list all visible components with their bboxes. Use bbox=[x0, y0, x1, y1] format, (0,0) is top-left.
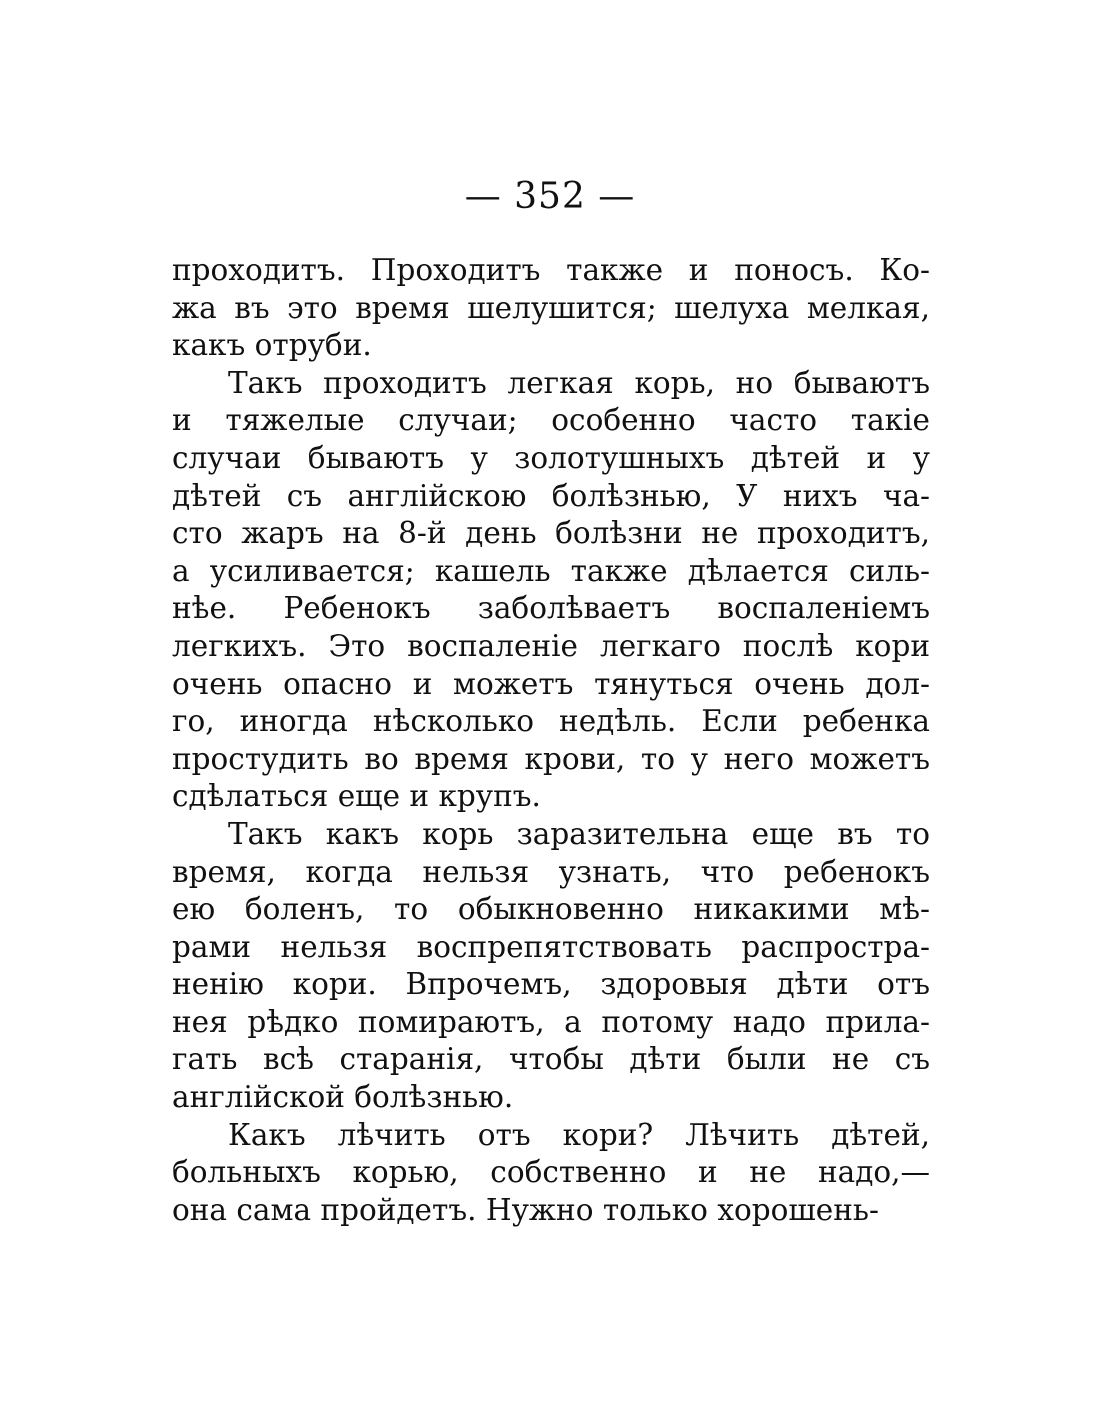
text-line: го, иногда нѣсколько недѣль. Если ребенка bbox=[172, 704, 930, 739]
text-line: сдѣлаться еще и крупъ. bbox=[172, 779, 541, 814]
text-line: она сама пройдетъ. Нужно только хорошень- bbox=[172, 1192, 879, 1227]
text-line: жа въ это время шелушится; шелуха мелкая, bbox=[172, 290, 930, 325]
text-line: англійской болѣзнью. bbox=[172, 1080, 514, 1115]
page-number: — 352 — bbox=[464, 176, 636, 217]
text-line: дѣтей съ англійскою болѣзнью, У нихъ ча- bbox=[172, 478, 930, 513]
text-line: и тяжелые случаи; особенно часто такіе bbox=[172, 403, 930, 438]
paragraph bbox=[172, 252, 930, 365]
text-line: а усиливается; кашель также дѣлается силь- bbox=[172, 553, 930, 588]
text-line: ею боленъ, то обыкновенно никакими мѣ- bbox=[172, 892, 930, 927]
text-line: гать всѣ старанія, чтобы дѣти были не съ bbox=[172, 1042, 930, 1077]
text-line: простудить во время крови, то у него можетъ bbox=[172, 741, 930, 776]
text-line: ненію кори. Впрочемъ, здоровыя дѣти отъ bbox=[172, 967, 930, 1002]
paragraph bbox=[172, 1117, 930, 1230]
paragraph bbox=[172, 816, 930, 1117]
text-line: случаи бываютъ у золотушныхъ дѣтей и у bbox=[172, 440, 930, 475]
text-line: Такъ проходитъ легкая корь, но бываютъ bbox=[228, 365, 930, 400]
text-line: больныхъ корью, собственно и не надо,— bbox=[172, 1155, 930, 1190]
text-line: Какъ лѣчить отъ кори? Лѣчить дѣтей, bbox=[228, 1117, 930, 1152]
text-line: какъ отруби. bbox=[172, 328, 372, 363]
text-line: Такъ какъ корь заразительна еще въ то bbox=[228, 816, 930, 851]
paragraph bbox=[172, 365, 930, 816]
text-line: время, когда нельзя узнать, что ребенокъ bbox=[172, 854, 930, 889]
text-line: очень опасно и можетъ тянуться очень дол- bbox=[172, 666, 930, 701]
text-line: нѣе. Ребенокъ заболѣваетъ воспаленіемъ bbox=[172, 591, 930, 626]
text-line: нея рѣдко помираютъ, а потому надо прила- bbox=[172, 1004, 930, 1039]
text-line: легкихъ. Это воспаленіе легкаго послѣ кори bbox=[172, 628, 930, 663]
text-line: сто жаръ на 8-й день болѣзни не проходитъ, bbox=[172, 516, 930, 551]
text-line: проходитъ. Проходитъ также и поносъ. Ко- bbox=[172, 253, 930, 287]
body-text bbox=[172, 252, 930, 1229]
text-line: рами нельзя воспрепятствовать распростра- bbox=[172, 929, 930, 964]
